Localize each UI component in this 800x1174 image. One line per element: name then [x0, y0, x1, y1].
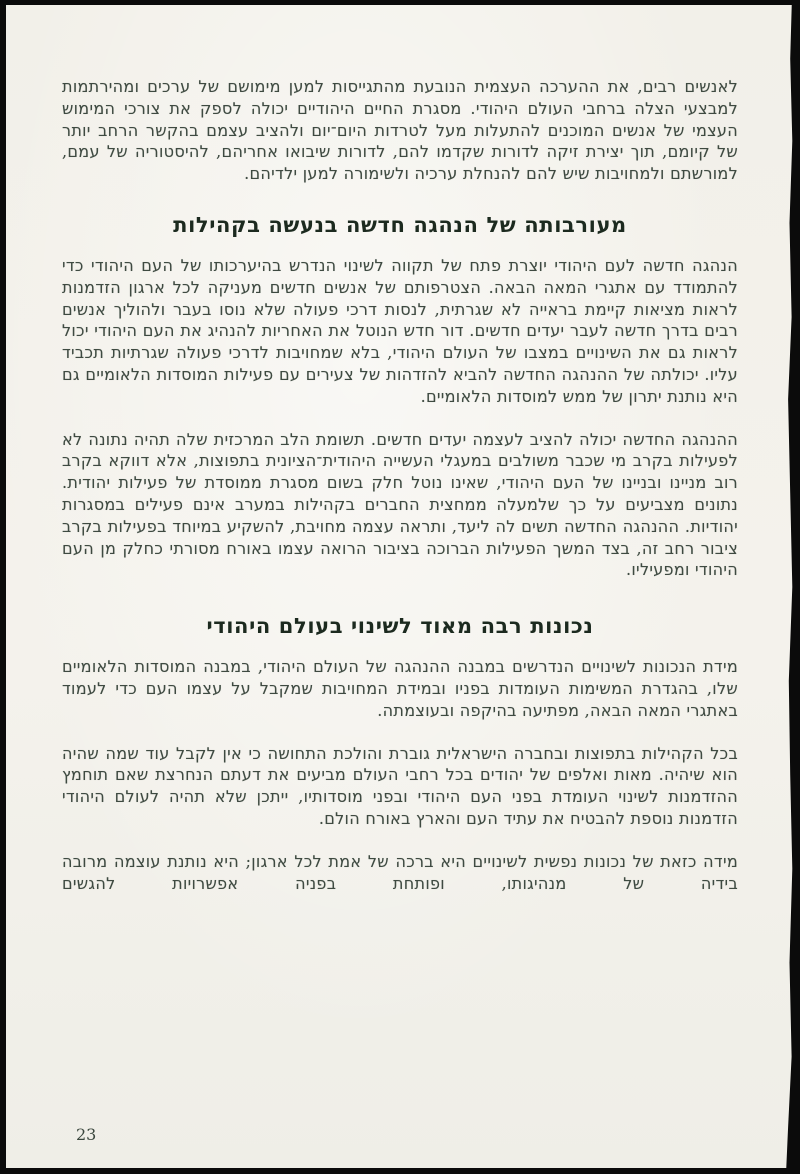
section-heading: נכונות רבה מאוד לשינוי בעולם היהודי [206, 613, 594, 639]
body-paragraph: ההנהגה החדשה יכולה להציב לעצמה יעדים חדשים. תשומת הלב המרכזית שלה תהיה נתונה לא לפעילות בקרב מי שכבר משולבים במעגלי העשייה היהודית־הציונית בתפוצות, אלא דווקא בקרב רוב מניינו ובניינו של העם היהודי, שאינו נוטל חלק בשום מסגרת ממוסדת של פעילות יהודית. נתונים מצביעים על כך שלמעלה ממחצית החברים בקהילות במערב אינם פעילים במסגרות יהודיות. ההנהגה החדשה תשים לה ליעד, ותראה עצמה מחויבת, להשקיע במיוחד בפעילות בקרב ציבור רחב זה, בצד המשך הפעילות הברוכה בציבור הרואה עצמו באורח מסורתי כחלק מן העם היהודי ומפעיליו. [62, 429, 738, 580]
body-paragraph: לאנשים רבים, את ההערכה העצמית הנובעת מהתגייסות למען מימושם של ערכים ומהירתמות למבצעי הצלה ברחבי העולם היהודי. מסגרת החיים היהודיים יכולה לספק את צורכי המימוש העצמי של אנשים המוכנים להתעלות מעל לטרדות היום־יום ולהציב עצמם בהקשר הרחב יותר של קיומם, תוך יצירת זיקה לדורות שקדמו להם, לדורות שיבואו אחריהם, להיסטוריה של עמם, למורשתם ולמחויבות שיש להם להנחלת ערכיה ולשימורה למען ילדיהם. [62, 77, 738, 184]
scan-edge-bottom [0, 1168, 800, 1174]
text-block [62, 76, 738, 915]
page-number: 23 [76, 1125, 97, 1144]
body-paragraph: הנהגה חדשה לעם היהודי יוצרת פתח של תקווה לשינוי הנדרש בהיערכותו של העם היהודי כדי להתמודד עם אתגרי המאה הבאה. הצטרפותם של אנשים חדשים מעניקה לכל ארגון הזדמנות לראות מציאות קיימת בראייה לא שגרתית, לנסות דרכי פעולה שלא נוסו בעבר ולהוליך אנשים רבים בדרך חדשה לעבר יעדים חדשים. דור חדש הנוטל את האחריות להנהיג את העם היהודי יכול לראות גם את השינויים במצבו של העולם היהודי, בלא שמחויבות לדרכי פעולה שגרתיות תכביד עליו. יכולתה של ההנהגה החדשה להביא להזדהות של צעירים עם פעילות המוסדות הלאומיים גם היא נותנת יתרון של ממש למוסדות הלאומיים. [62, 255, 738, 406]
scan-edge-left [0, 0, 6, 1174]
body-paragraph: בכל הקהילות בתפוצות ובחברה הישראלית גוברת והולכת התחושה כי אין לקבל עוד שמה שהיה הוא שיהיה. מאות ואלפים של יהודים בכל רחבי העולם מביעים את דעתם הנחרצת שאם תוחמץ ההזדמנות לשינוי העומדת בפני העם היהודי ובפני מוסדותיו, ייתכן שלא תהיה לעולם היהודי הזדמנות נוספת להבטיח את עתיד העם והארץ באורח הולם. [62, 743, 738, 828]
body-paragraph: מידה כזאת של נכונות נפשית לשינויים היא ברכה של אמת לכל ארגון; היא נותנת עוצמה מרובה בידיה של מנהיגותו, ופותחת בפניה אפשרויות להגשים [62, 851, 738, 893]
scan-edge-top [0, 0, 800, 5]
section-heading: מעורבותה של הנהגה חדשה בנעשה בקהילות [173, 211, 627, 237]
body-paragraph: מידת הנכונות לשינויים הנדרשים במבנה ההנהגה של העולם היהודי, במבנה המוסדות הלאומיים שלו, בהגדרת המשימות העומדות בפניו ובמידת המחויבות שמקבל על עצמו העם כדי לעמוד באתגרי המאה הבאה, מפתיעה בהיקפה ובעוצמתה. [62, 657, 738, 720]
scan-edge-right [786, 0, 800, 1174]
